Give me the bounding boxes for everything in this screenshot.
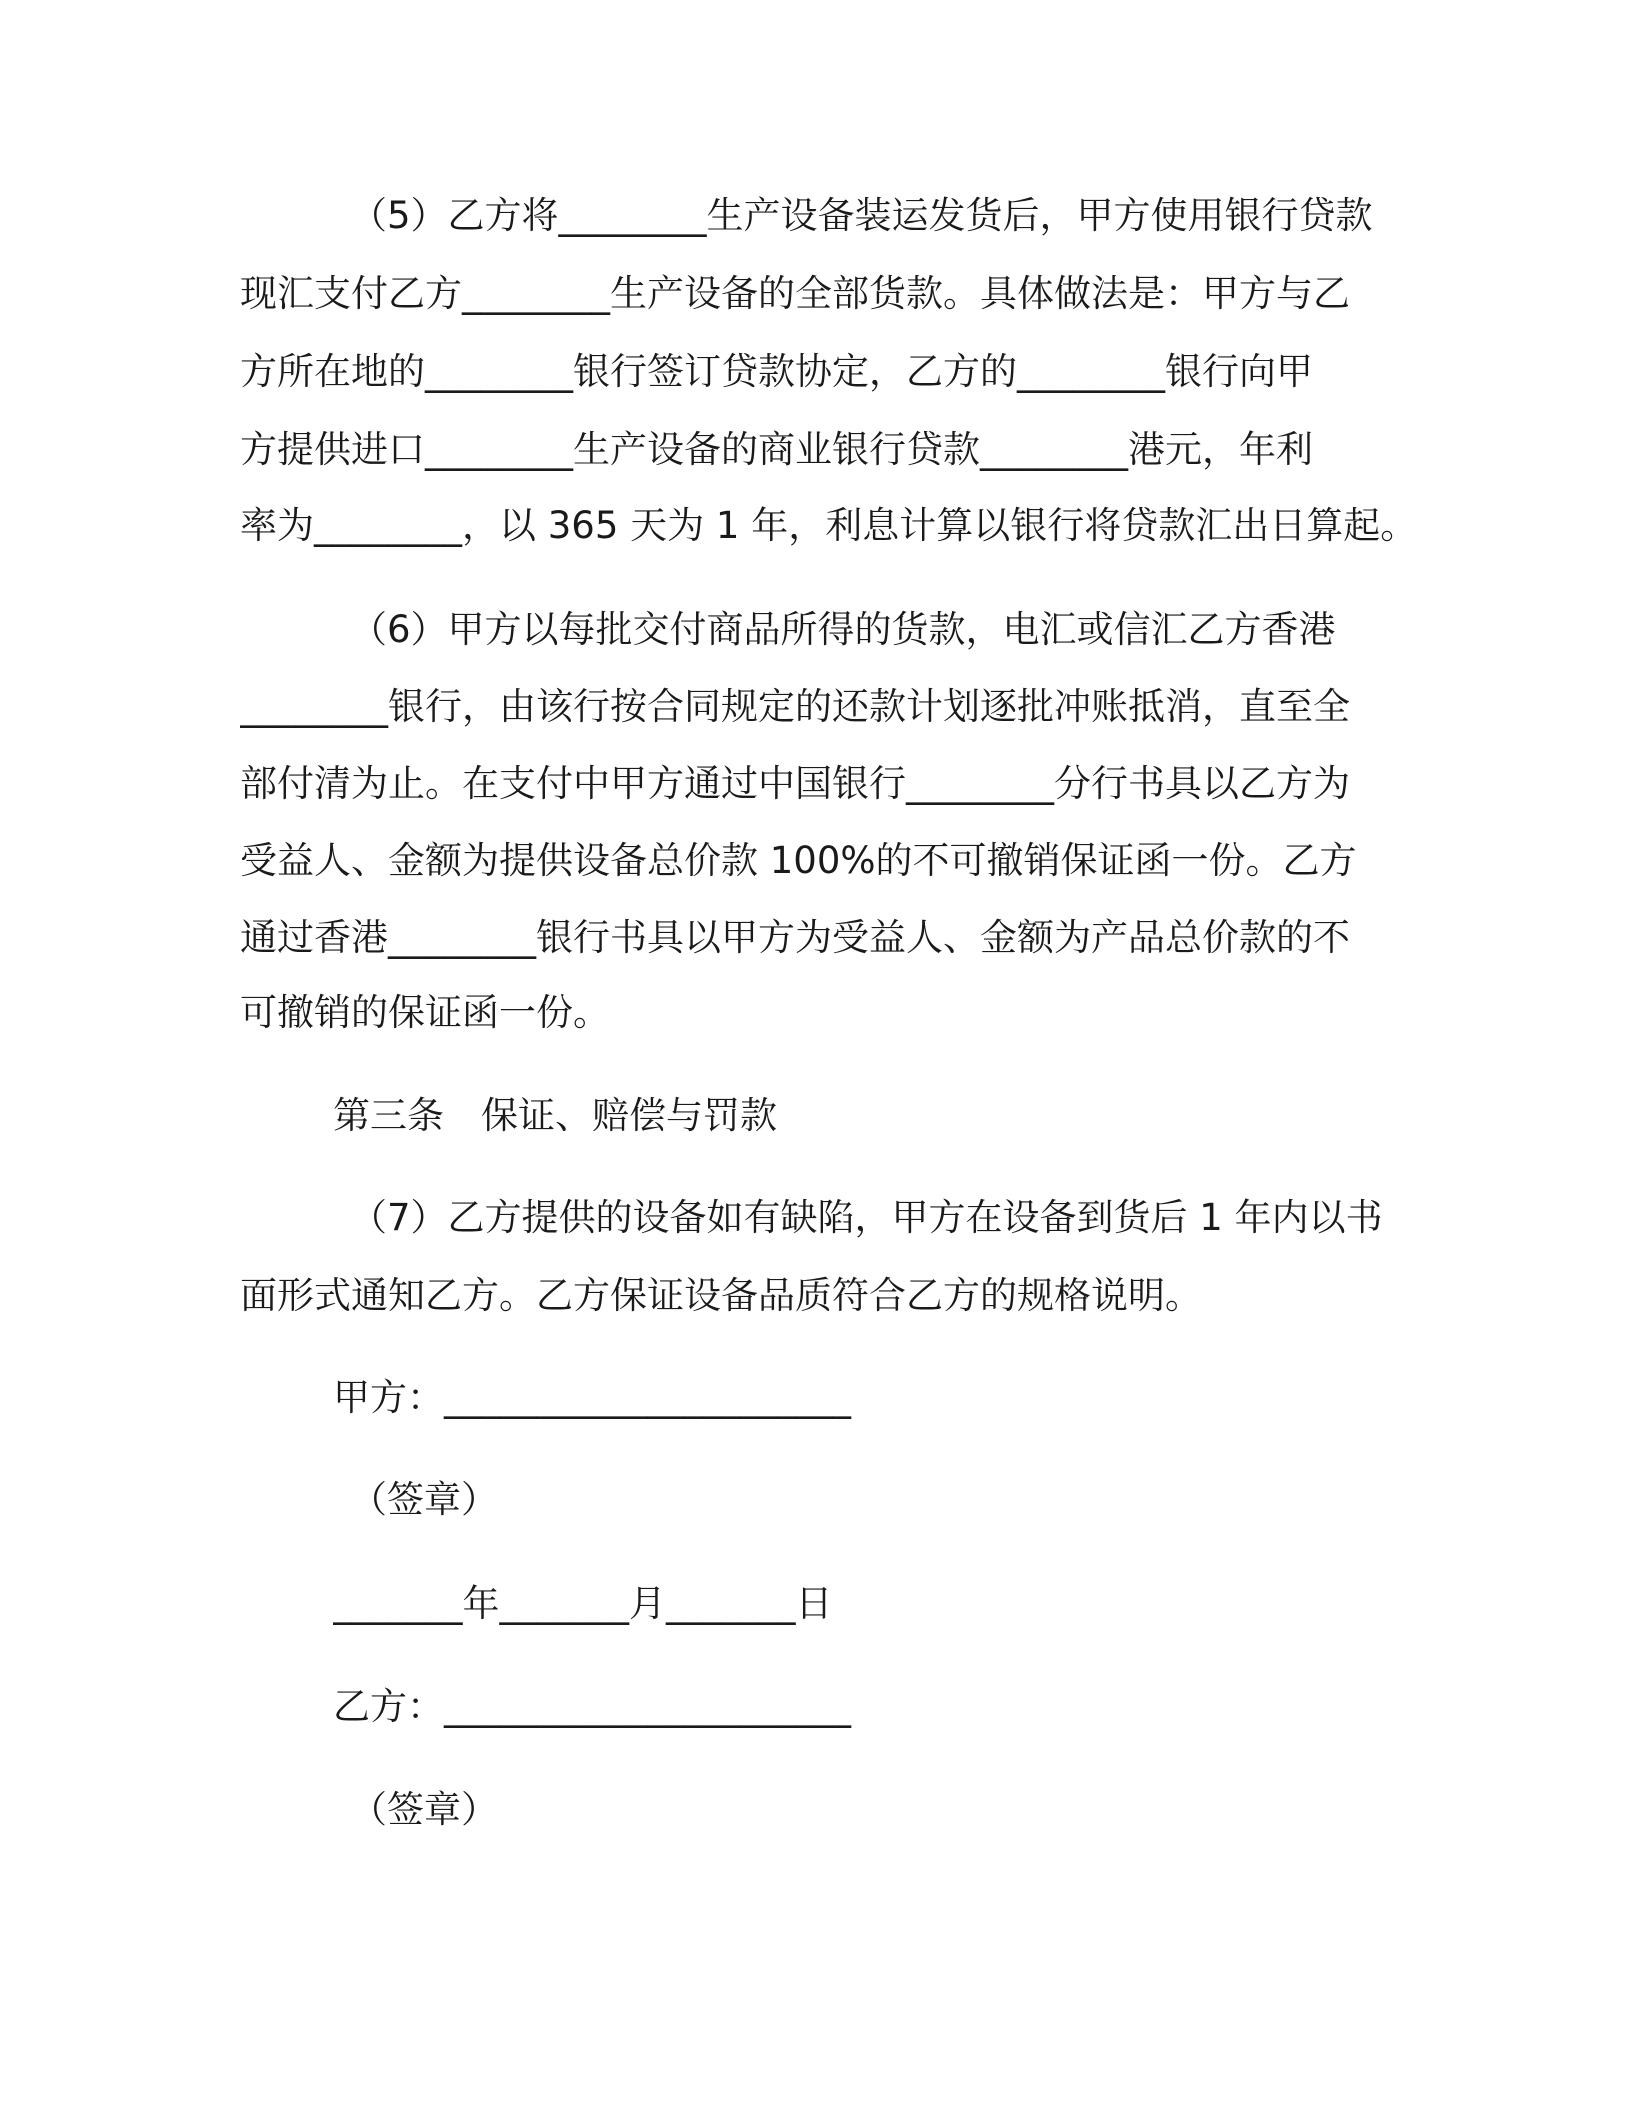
clause-6-line-6: 可撤销的保证函一份。 — [240, 991, 610, 1034]
clause-6-line-3: 部付清为止。在支付中甲方通过中国银行________分行书具以乙方为 — [240, 762, 1350, 805]
party-b-seal-label: （签章） — [350, 1788, 498, 1831]
clause-5-line-4: 方提供进口________生产设备的商业银行贷款________港元，年利 — [240, 428, 1313, 471]
clause-7-line-1: （7）乙方提供的设备如有缺陷，甲方在设备到货后 1 年内以书 — [350, 1196, 1383, 1239]
clause-7-line-2: 面形式通知乙方。乙方保证设备品质符合乙方的规格说明。 — [240, 1274, 1202, 1317]
clause-5-line-5: 率为________，以 365 天为 1 年，利息计算以银行将贷款汇出日算起。 — [240, 504, 1418, 547]
clause-6-line-1: （6）甲方以每批交付商品所得的货款，电汇或信汇乙方香港 — [350, 608, 1336, 651]
party-a-seal-label: （签章） — [350, 1478, 498, 1521]
article-3-heading: 第三条 保证、赔偿与罚款 — [333, 1094, 777, 1137]
clause-5-line-2: 现汇支付乙方________生产设备的全部货款。具体做法是：甲方与乙 — [240, 272, 1350, 315]
clause-5-line-1: （5）乙方将________生产设备装运发货后，甲方使用银行贷款 — [350, 194, 1373, 237]
clause-6-line-4: 受益人、金额为提供设备总价款 100%的不可撤销保证函一份。乙方 — [240, 839, 1357, 882]
party-a-signature-line: 甲方：______________________ — [333, 1376, 851, 1419]
clause-6-line-2: ________银行，由该行按合同规定的还款计划逐批冲账抵消，直至全 — [240, 685, 1350, 728]
clause-5-line-3: 方所在地的________银行签订贷款协定，乙方的________银行向甲 — [240, 350, 1313, 393]
party-b-signature-line: 乙方：______________________ — [333, 1685, 851, 1728]
date-line: _______年_______月_______日 — [333, 1582, 833, 1625]
clause-6-line-5: 通过香港________银行书具以甲方为受益人、金额为产品总价款的不 — [240, 916, 1350, 959]
